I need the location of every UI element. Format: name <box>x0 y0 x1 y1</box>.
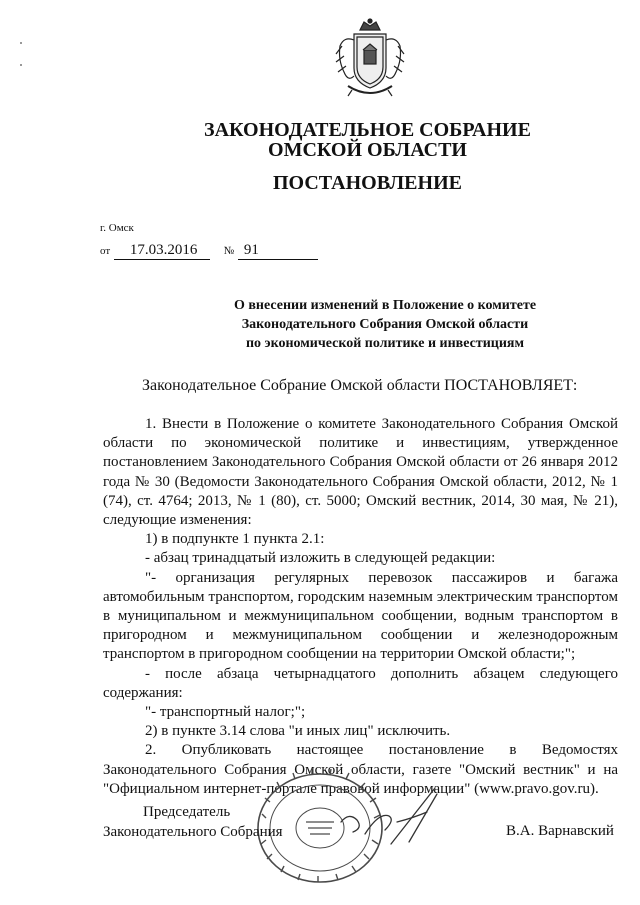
paragraph: "- организация регулярных перевозок пассажиров и багажа автомобильным транспортом, городским наземным электрическим транспортом в муниципальном и межмуниципальном сообщении, водным транспортом в пригородном и межмуниципальном сообщении и железнодорожным транспортом в пригородном сообщении на территории Омской области;"; <box>103 569 618 663</box>
signer-name: В.А. Варнавский <box>506 823 614 839</box>
resolution-intro: Законодательное Собрание Омской области ПОСТАНОВЛЯЕТ: <box>142 377 578 394</box>
document-date: 17.03.2016 <box>114 242 210 260</box>
handwritten-signature <box>335 782 445 852</box>
organization-name-line2: ОМСКОЙ ОБЛАСТИ <box>268 139 467 161</box>
paragraph: 2) в пункте 3.14 слова "и иных лиц" исключить. <box>145 723 451 740</box>
subject-line: Законодательного Собрания Омской области <box>241 317 529 332</box>
place-of-issue: г. Омск <box>100 222 134 234</box>
number-prefix: № <box>223 245 235 257</box>
paragraph: "- транспортный налог;"; <box>145 704 306 721</box>
coat-of-arms-emblem <box>330 16 410 102</box>
signer-title-line2: Законодательного Собрания <box>103 824 283 840</box>
paragraph: 1) в подпункте 1 пункта 2.1: <box>145 531 325 548</box>
paragraph: - абзац тринадцатый изложить в следующей редакции: <box>145 550 496 567</box>
signer-title-line1: Председатель <box>143 804 231 820</box>
document-type-title: ПОСТАНОВЛЕНИЕ <box>273 172 462 194</box>
paragraph: - после абзаца четырнадцатого дополнить абзацем следующего содержания: <box>103 665 618 701</box>
subject-line: О внесении изменений в Положение о комитете <box>233 298 537 313</box>
document-subject <box>150 296 620 353</box>
date-prefix: от <box>100 245 111 257</box>
margin-mark <box>20 64 22 66</box>
date-number-line <box>100 242 318 260</box>
margin-mark <box>20 42 22 44</box>
paragraph: 1. Внести в Положение о комитете Законодательного Собрания Омской области по экономической политике и инвестициям, утвержденное постановлением Законодательного Собрания Омской области от 26 января 2012 года № 30 (Ведомости Законодательного Собрания Омской области, 2012, № 1 (74), ст. 4764; 2013, № 1 (80), ст. 5000; Омский вестник, 2014, 30 мая, № 21), следующие изменения: <box>103 416 618 529</box>
subject-line: по экономической политике и инвестициям <box>245 336 525 351</box>
paragraph: 2. Опубликовать настоящее постановление в Ведомостях Законодательного Собрания Омской области, газете "Омский вестник" и на "Официальном интернет-портале правовой информации" (www.pravo.gov.ru). <box>103 742 618 797</box>
document-number: 91 <box>238 242 318 260</box>
signer-title <box>103 802 283 842</box>
organization-name-line1: ЗАКОНОДАТЕЛЬНОЕ СОБРАНИЕ <box>204 119 531 141</box>
resolution-body <box>103 415 618 799</box>
